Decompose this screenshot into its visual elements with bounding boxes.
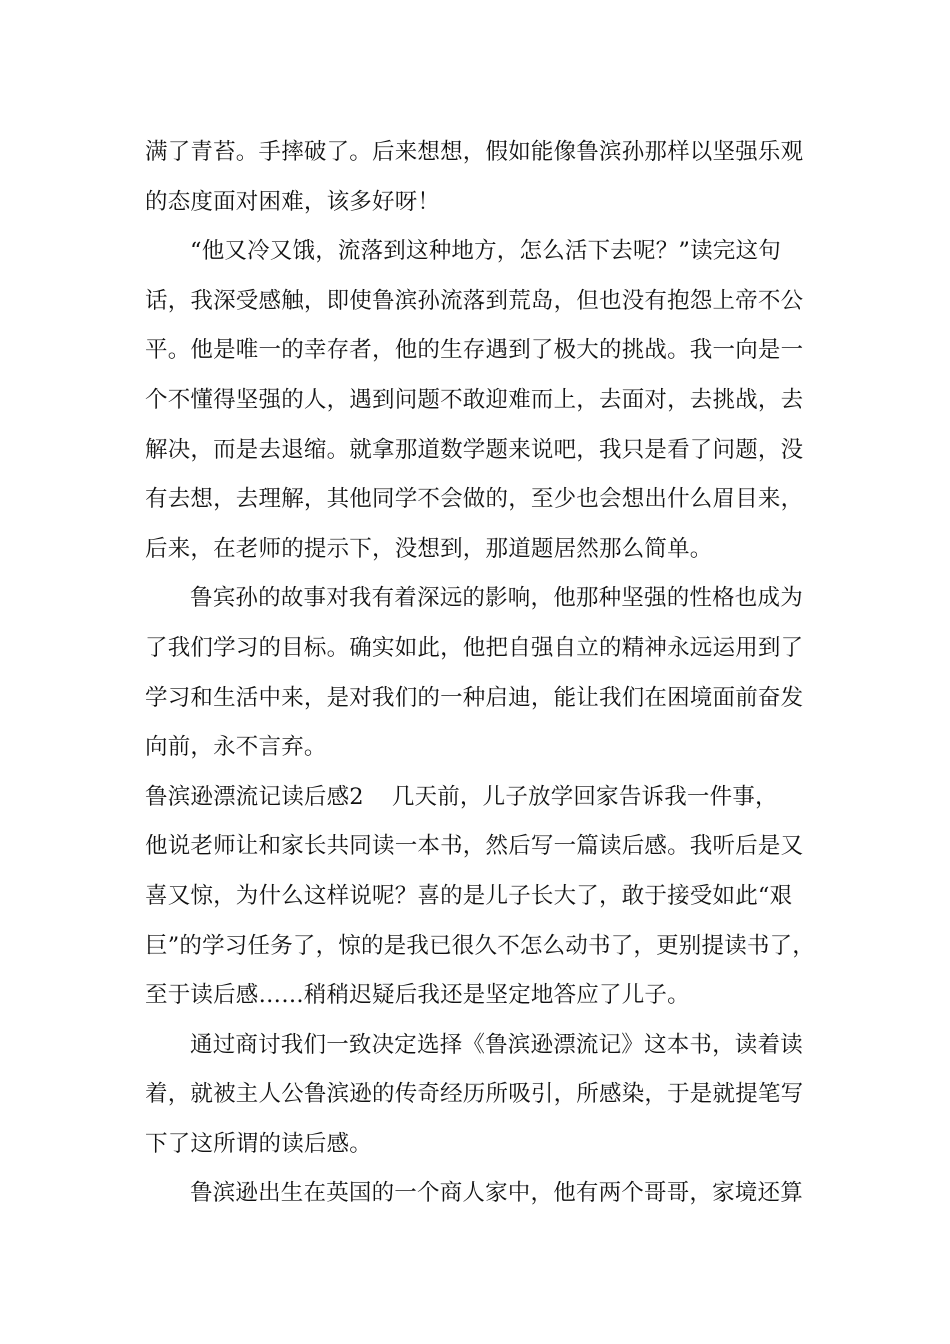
text-line: 向前，永不言弃。 [145,734,327,761]
text-line: 的态度面对困难，该多好呀！ [145,188,441,215]
text-line: 了我们学习的目标。确实如此，他把自强自立的精神永远运用到了 [145,634,804,661]
paragraph-6 [145,1169,825,1219]
text-line: 话，我深受感触，即使鲁滨孙流落到荒岛，但也没有抱怨上帝不公 [145,287,804,314]
text-line: 平。他是唯一的幸存者，他的生存遇到了极大的挑战。我一向是一 [145,337,804,364]
text-line: 巨”的学习任务了，惊的是我已很久不怎么动书了，更别提读书了， [145,932,816,959]
paragraph-5 [145,1021,825,1170]
text-line: 满了青苔。手摔破了。后来想想，假如能像鲁滨孙那样以坚强乐观 [145,139,804,165]
text-line: 着，就被主人公鲁滨逊的传奇经历所吸引，所感染，于是就提笔写 [145,1081,804,1108]
text-line: 学习和生活中来，是对我们的一种启迪，能让我们在困境面前奋发 [145,684,804,711]
text-line: 喜又惊，为什么这样说呢？喜的是儿子长大了，敢于接受如此“艰 [145,882,793,909]
paragraph-1 [145,128,825,227]
section-heading: 鲁滨逊漂流记读后感2 [145,783,364,810]
text-line: 他说老师让和家长共同读一本书，然后写一篇读后感。我听后是又 [145,833,804,860]
text-line: 鲁滨逊出生在英国的一个商人家中，他有两个哥哥，家境还算 [190,1180,803,1207]
text-line: 鲁宾孙的故事对我有着深远的影响，他那种坚强的性格也成为 [190,585,803,612]
text-span: 几天前，儿子放学回家告诉我一件事， [391,783,778,810]
text-line: 后来，在老师的提示下，没想到，那道题居然那么简单。 [145,535,713,562]
text-line: 有去想，去理解，其他同学不会做的，至少也会想出什么眉目来， [145,486,804,513]
paragraph-4 [145,773,825,1021]
text-line: 通过商讨我们一致决定选择《鲁滨逊漂流记》这本书，读着读 [190,1031,803,1058]
paragraph-2 [145,227,825,574]
text-line: 下了这所谓的读后感。 [145,1130,373,1157]
paragraph-3 [145,574,825,772]
text-line: 个不懂得坚强的人，遇到问题不敢迎难而上，去面对，去挑战，去 [145,386,804,413]
text-line: 至于读后感……稍稍迟疑后我还是坚定地答应了儿子。 [145,982,690,1009]
document-body [145,128,825,1219]
text-line: 解决，而是去退缩。就拿那道数学题来说吧，我只是看了问题，没 [145,436,804,463]
heading-line [145,773,825,823]
text-line: “他又冷又饿，流落到这种地方，怎么活下去呢？”读完这句 [190,238,781,265]
